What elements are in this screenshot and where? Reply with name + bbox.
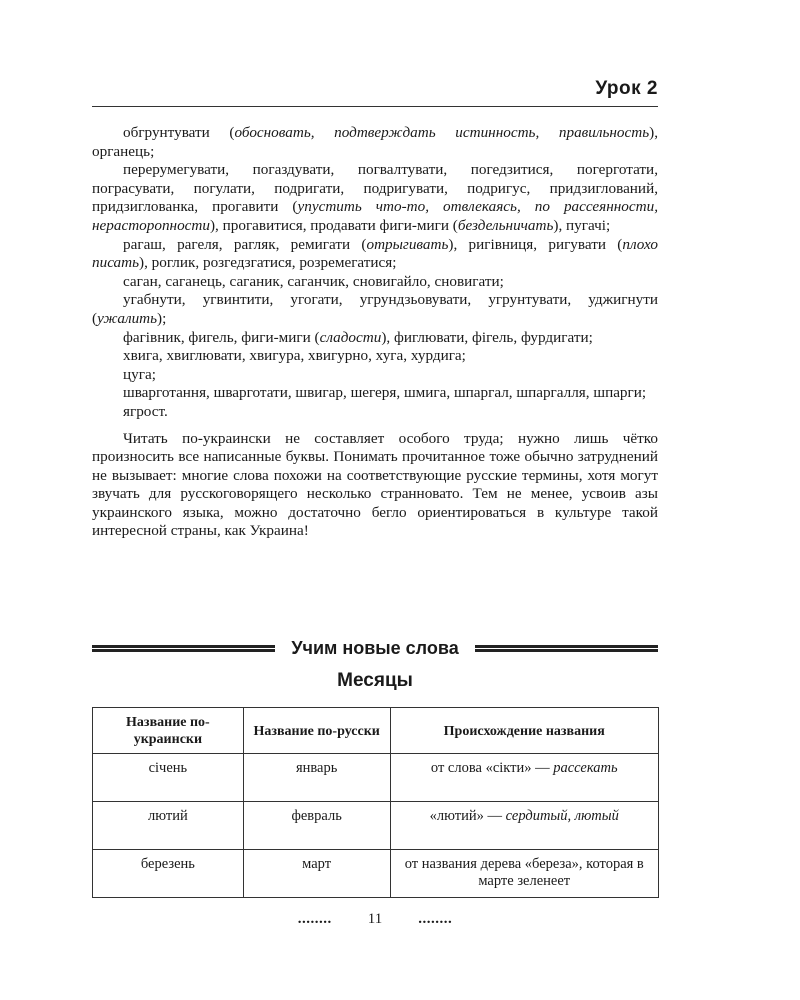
cell-russian: март bbox=[243, 850, 390, 898]
vocab-text: саган, саганець, саганик, саганчик, сновигайло, сновигати; bbox=[123, 272, 504, 290]
page-footer bbox=[92, 911, 658, 928]
vocab-text: ягрост. bbox=[123, 402, 168, 420]
section-rule-left bbox=[92, 645, 275, 652]
months-table bbox=[92, 707, 659, 898]
vocab-translation: сладости bbox=[319, 328, 382, 346]
vocab-text: перерумегувати, погаздувати, погвалтувати, погедзитися, погерготати, пограсувати, погулати, подригати, подригувати, подригус, придзиглований, придзиглованка, прогавити ( bbox=[92, 161, 658, 216]
footer-dots-right: ........ bbox=[418, 911, 453, 927]
cell-russian: февраль bbox=[243, 802, 390, 850]
origin-text: от слова «сікти» — bbox=[430, 760, 554, 776]
table-row bbox=[93, 754, 659, 802]
section-heading bbox=[92, 636, 658, 660]
cell-origin bbox=[390, 754, 658, 802]
section-title: Учим новые слова bbox=[291, 637, 459, 658]
body-text bbox=[92, 124, 658, 541]
vocab-text: цуга; bbox=[123, 365, 156, 383]
page-number: 11 bbox=[367, 911, 383, 927]
vocab-translation: плохо писать bbox=[92, 235, 658, 272]
cell-ukrainian: лютий bbox=[93, 802, 244, 850]
vocab-text: ), пугачі; bbox=[553, 216, 611, 234]
header-divider bbox=[92, 106, 658, 107]
vocab-list bbox=[92, 124, 658, 422]
vocab-text: угабнути, угвинтити, угогати, угрундзьовувати, угрунтувати, уджигнути ( bbox=[92, 291, 658, 327]
vocab-text: ), фиглювати, фігель, фурдигати; bbox=[381, 328, 593, 346]
header-origin: Происхождение названия bbox=[390, 708, 658, 754]
vocab-text: фагівник, фигель, фиги-миги ( bbox=[123, 328, 320, 346]
vocab-entry bbox=[92, 366, 658, 385]
footer-dots-left: ........ bbox=[297, 911, 332, 927]
vocab-text: шварготання, шварготати, швигар, шегеря, шмига, шпаргал, шпаргалля, шпарги; bbox=[123, 384, 647, 402]
vocab-text: рагаш, рагеля, рагляк, ремигати ( bbox=[123, 235, 367, 253]
section-rule-right bbox=[475, 645, 658, 652]
vocab-entry bbox=[92, 124, 658, 161]
vocab-translation: упустить что-то, отвлекаясь, по рассеянности, нерасторопности bbox=[92, 198, 658, 234]
vocab-text: ), прогавитися, продавати фиги-миги ( bbox=[209, 216, 458, 234]
vocab-text: ), органець; bbox=[92, 124, 659, 160]
cell-ukrainian: січень bbox=[93, 754, 244, 802]
cell-ukrainian: березень bbox=[93, 850, 244, 898]
intro-paragraph: Читать по-украински не составляет особого труда; нужно лишь чётко произносить все написанные буквы. Понимать прочитанное тоже обычно затруднений не вызывает: многие слова похожи на соответствующие русские термины, хотя могут звучать для русскоговорящего несколько странновато. Тем не менее, усвоив азы украинского языка, можно достаточно бегло ориентироваться в культуре такой интересной страны, как Украина! bbox=[92, 429, 658, 540]
lesson-title: Урок 2 bbox=[595, 78, 658, 99]
vocab-text: ), ригівниця, ригувати ( bbox=[448, 235, 623, 253]
vocab-translation: бездельничать bbox=[457, 216, 554, 234]
table-row bbox=[93, 802, 659, 850]
cell-origin bbox=[390, 802, 658, 850]
origin-meaning: рассекать bbox=[553, 760, 618, 776]
table-body bbox=[93, 754, 659, 898]
table-row bbox=[93, 850, 659, 898]
header-russian: Название по-русски bbox=[243, 708, 390, 754]
vocab-entry bbox=[92, 273, 658, 292]
table-header-row bbox=[93, 708, 659, 754]
vocab-text: ), роглик, розгедзгатися, розремегатися; bbox=[139, 254, 397, 272]
origin-text: «лютий» — bbox=[429, 808, 506, 824]
vocab-translation: ужалить bbox=[97, 309, 158, 327]
vocab-entry bbox=[92, 161, 658, 235]
vocab-text: ); bbox=[157, 309, 167, 327]
cell-russian: январь bbox=[243, 754, 390, 802]
vocab-translation: отрыгивать bbox=[366, 235, 449, 253]
origin-meaning: сердитый, лютый bbox=[505, 808, 619, 824]
origin-text: от названия дерева «береза», которая в марте зеленеет bbox=[404, 856, 644, 889]
cell-origin bbox=[390, 850, 658, 898]
vocab-entry bbox=[92, 329, 658, 348]
vocab-entry bbox=[92, 291, 658, 328]
vocab-translation: обосновать, подтверждать истинность, правильность bbox=[234, 124, 650, 141]
vocab-entry bbox=[92, 236, 658, 273]
vocab-entry bbox=[92, 384, 658, 403]
vocab-entry bbox=[92, 347, 658, 366]
table-subtitle: Месяцы bbox=[337, 670, 413, 691]
vocab-entry bbox=[92, 403, 658, 422]
vocab-text: обгрунтувати ( bbox=[123, 124, 235, 141]
header-ukrainian: Название по-украински bbox=[93, 708, 244, 754]
vocab-text: хвига, хвиглювати, хвигура, хвигурно, хуга, хурдига; bbox=[123, 347, 466, 365]
